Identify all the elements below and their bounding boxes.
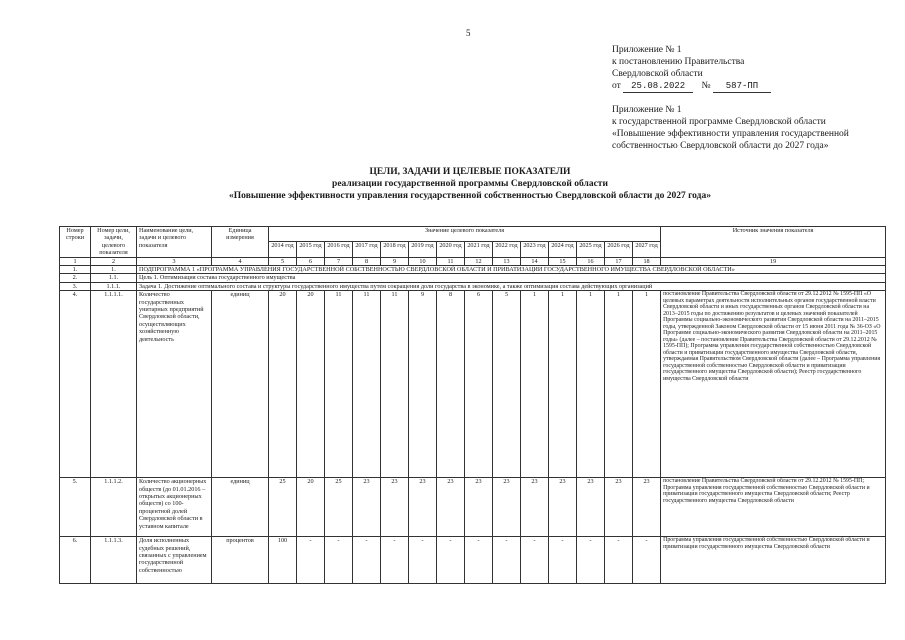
indicator-value: -	[521, 537, 549, 584]
header-year: 2022 год	[493, 242, 521, 257]
indicator-name: Количество государственных унитарных предприятий Свердловской области, осуществляющих хозяйственную деятельность	[137, 291, 212, 478]
appendix-header-program	[612, 104, 849, 152]
section-title: ПОДПРОГРАММА 1 «ПРОГРАММА УПРАВЛЕНИЯ ГОСУДАРСТВЕННОЙ СОБСТВЕННОСТЬЮ СВЕРДЛОВСКОЙ ОБЛАСТИ И ПРИВАТИЗАЦИИ ГОСУДАРСТВЕННОГО ИМУЩЕСТВА СВЕРДЛОВСКОЙ ОБЛАСТИ»	[137, 266, 886, 274]
indicator-value: 6	[465, 291, 493, 478]
column-number: 19	[661, 257, 886, 265]
indicator-value: 23	[577, 478, 605, 537]
indicator-code: 1.1.1.3.	[91, 537, 137, 584]
header-year: 2023 год	[521, 242, 549, 257]
indicator-value: 5	[493, 291, 521, 478]
section-row	[60, 266, 886, 274]
header-year: 2016 год	[325, 242, 353, 257]
indicator-value: -	[353, 537, 381, 584]
row-number: 5.	[60, 478, 91, 537]
indicator-value: 11	[381, 291, 409, 478]
column-number: 11	[437, 257, 465, 265]
appendix-line: Свердловской области	[612, 69, 703, 79]
header-values: Значение целевого показателя	[269, 227, 661, 242]
indicator-value: -	[493, 537, 521, 584]
resolution-number: 587-ПП	[713, 80, 771, 93]
column-number: 6	[297, 257, 325, 265]
section-title: Задача 1. Достижение оптимального состава и структуры государственного имущества путем сокращения доли государства в экономике, а также оптимизация состава действующих организаций	[137, 282, 886, 290]
column-number: 9	[381, 257, 409, 265]
header-year: 2014 год	[269, 242, 297, 257]
goal-code: 1.1.	[91, 274, 137, 282]
targets-table	[59, 226, 886, 584]
column-number: 1	[60, 257, 91, 265]
column-number: 7	[325, 257, 353, 265]
column-number: 14	[521, 257, 549, 265]
header-year: 2026 год	[605, 242, 633, 257]
column-number: 13	[493, 257, 521, 265]
header-row-number: Номер строки	[60, 227, 91, 258]
indicator-value: -	[549, 537, 577, 584]
header-year: 2017 год	[353, 242, 381, 257]
row-number: 3.	[60, 282, 91, 290]
indicator-value: 23	[549, 478, 577, 537]
goal-code: 1.1.1.	[91, 282, 137, 290]
indicator-value: -	[633, 537, 661, 584]
header-unit: Единица измерения	[212, 227, 269, 258]
row-number: 4.	[60, 291, 91, 478]
indicator-value: 1	[633, 291, 661, 478]
header-year: 2018 год	[381, 242, 409, 257]
header-year: 2024 год	[549, 242, 577, 257]
header-source: Источник значения показателя	[661, 227, 886, 258]
appendix-header-resolution	[612, 44, 771, 93]
appendix-line: к государственной программе Свердловской области	[612, 117, 826, 127]
indicator-value: 11	[353, 291, 381, 478]
appendix-line: Приложение № 1	[612, 45, 682, 55]
header-year: 2021 год	[465, 242, 493, 257]
page-number: 5	[466, 28, 471, 38]
appendix-line: к постановлению Правительства	[612, 57, 745, 67]
column-number: 8	[353, 257, 381, 265]
column-number: 15	[549, 257, 577, 265]
indicator-value: 1	[605, 291, 633, 478]
indicator-code: 1.1.1.1.	[91, 291, 137, 478]
indicator-value: -	[605, 537, 633, 584]
indicator-value: -	[577, 537, 605, 584]
indicator-unit: единиц	[212, 478, 269, 537]
table-row	[60, 478, 886, 537]
section-title: Цель 1. Оптимизация состава государственного имущества	[137, 274, 886, 282]
indicator-value: 23	[409, 478, 437, 537]
indicator-value: 100	[269, 537, 297, 584]
resolution-date: 25.08.2022	[623, 80, 693, 93]
title-line: реализации государственной программы Свердловской области	[332, 179, 608, 189]
column-number: 2	[91, 257, 137, 265]
header-year: 2027 год	[633, 242, 661, 257]
indicator-value: 23	[437, 478, 465, 537]
indicator-code: 1.1.1.2.	[91, 478, 137, 537]
document-title	[140, 166, 800, 202]
appendix-line: собственностью Свердловской области до 2027 года»	[612, 141, 829, 151]
indicator-value: 25	[325, 478, 353, 537]
column-number: 18	[633, 257, 661, 265]
indicator-value: -	[465, 537, 493, 584]
header-name: Наименование цели, задачи и целевого показателя	[137, 227, 212, 258]
indicator-source: Программа управления государственной собственностью Свердловской области и приватизации государственного имущества Свердловской области	[661, 537, 886, 584]
indicator-value: 20	[297, 291, 325, 478]
appendix-line: «Повышение эффективности управления государственной	[612, 129, 849, 139]
indicator-value: 23	[381, 478, 409, 537]
goal-code: 1.	[91, 266, 137, 274]
indicator-name: Доля исполненных судебных решений, связанных с управлением государственной собственностью	[137, 537, 212, 584]
header-year: 2020 год	[437, 242, 465, 257]
indicator-value: 1	[577, 291, 605, 478]
indicator-value: 1	[549, 291, 577, 478]
indicator-value: 1	[521, 291, 549, 478]
appendix-line: Приложение № 1	[612, 105, 682, 115]
table-row	[60, 291, 886, 478]
row-number: 6.	[60, 537, 91, 584]
title-line: ЦЕЛИ, ЗАДАЧИ И ЦЕЛЕВЫЕ ПОКАЗАТЕЛИ	[369, 167, 571, 177]
indicator-value: 25	[269, 478, 297, 537]
column-number: 12	[465, 257, 493, 265]
appendix-date-line	[612, 80, 771, 93]
indicator-value: 9	[409, 291, 437, 478]
indicator-source: постановление Правительства Свердловской области от 29.12.2012 № 1595-ПП; Программа управления государственной собственностью Свердловской области и приватизации государственного имущества Свердловской области; Реестр государственного имущества Свердловской области	[661, 478, 886, 537]
indicator-value: -	[297, 537, 325, 584]
number-prefix: №	[701, 81, 711, 91]
indicator-value: -	[325, 537, 353, 584]
indicator-value: 23	[353, 478, 381, 537]
indicator-value: 23	[493, 478, 521, 537]
indicator-value: 23	[465, 478, 493, 537]
column-numbers-row	[60, 257, 886, 265]
row-number: 1.	[60, 266, 91, 274]
indicator-source: постановление Правительства Свердловской области от 29.12.2012 № 1595-ПП «О целевых параметрах деятельности исполнительных органов государственной власти Свердловской области и иных государственных органов Свердловской области на 2013–2015 годы по достижению результатов и целевых значений показателей Программы социально-экономического развития Свердловской области на 2011–2015 годы, утвержденной Законом Свердловской области от 15 июня 2011 года № 36-ОЗ «О Программе социально-экономического развития Свердловской области на 2011–2015 годы» (далее – постановление Правительства Свердловской области от 29.12.2012 № 1595-ПП); Программа управления государственной собственностью Свердловской области и приватизации государственного имущества Свердловской области, утверждаемая Правительством Свердловской области (далее – Программа управления государственной собственностью Свердловской области и приватизации государственного имущества Свердловской области); Реестр государственного имущества Свердловской области	[661, 291, 886, 478]
indicator-value: 20	[297, 478, 325, 537]
column-number: 3	[137, 257, 212, 265]
indicator-value: 8	[437, 291, 465, 478]
column-number: 4	[212, 257, 269, 265]
indicator-value: 23	[633, 478, 661, 537]
indicator-unit: единиц	[212, 291, 269, 478]
column-number: 10	[409, 257, 437, 265]
date-prefix: от	[612, 81, 621, 91]
header-year: 2015 год	[297, 242, 325, 257]
indicator-value: 23	[521, 478, 549, 537]
column-number: 16	[577, 257, 605, 265]
table-row	[60, 537, 886, 584]
indicator-value: 23	[605, 478, 633, 537]
section-row	[60, 282, 886, 290]
indicator-value: -	[409, 537, 437, 584]
indicator-value: -	[381, 537, 409, 584]
title-line: «Повышение эффективности управления государственной собственностью Свердловской области до 2027 года»	[229, 191, 711, 201]
row-number: 2.	[60, 274, 91, 282]
column-number: 17	[605, 257, 633, 265]
header-year: 2025 год	[577, 242, 605, 257]
indicator-value: 11	[325, 291, 353, 478]
column-number: 5	[269, 257, 297, 265]
section-row	[60, 274, 886, 282]
header-goal-number: Номер цели, задачи, целевого показателя	[91, 227, 137, 258]
indicator-unit: процентов	[212, 537, 269, 584]
indicator-name: Количество акционерных обществ (до 01.01.2016 – открытых акционерных обществ) со 100-процентной долей Свердловской области в уставном капитале	[137, 478, 212, 537]
indicator-value: -	[437, 537, 465, 584]
header-year: 2019 год	[409, 242, 437, 257]
indicator-value: 20	[269, 291, 297, 478]
